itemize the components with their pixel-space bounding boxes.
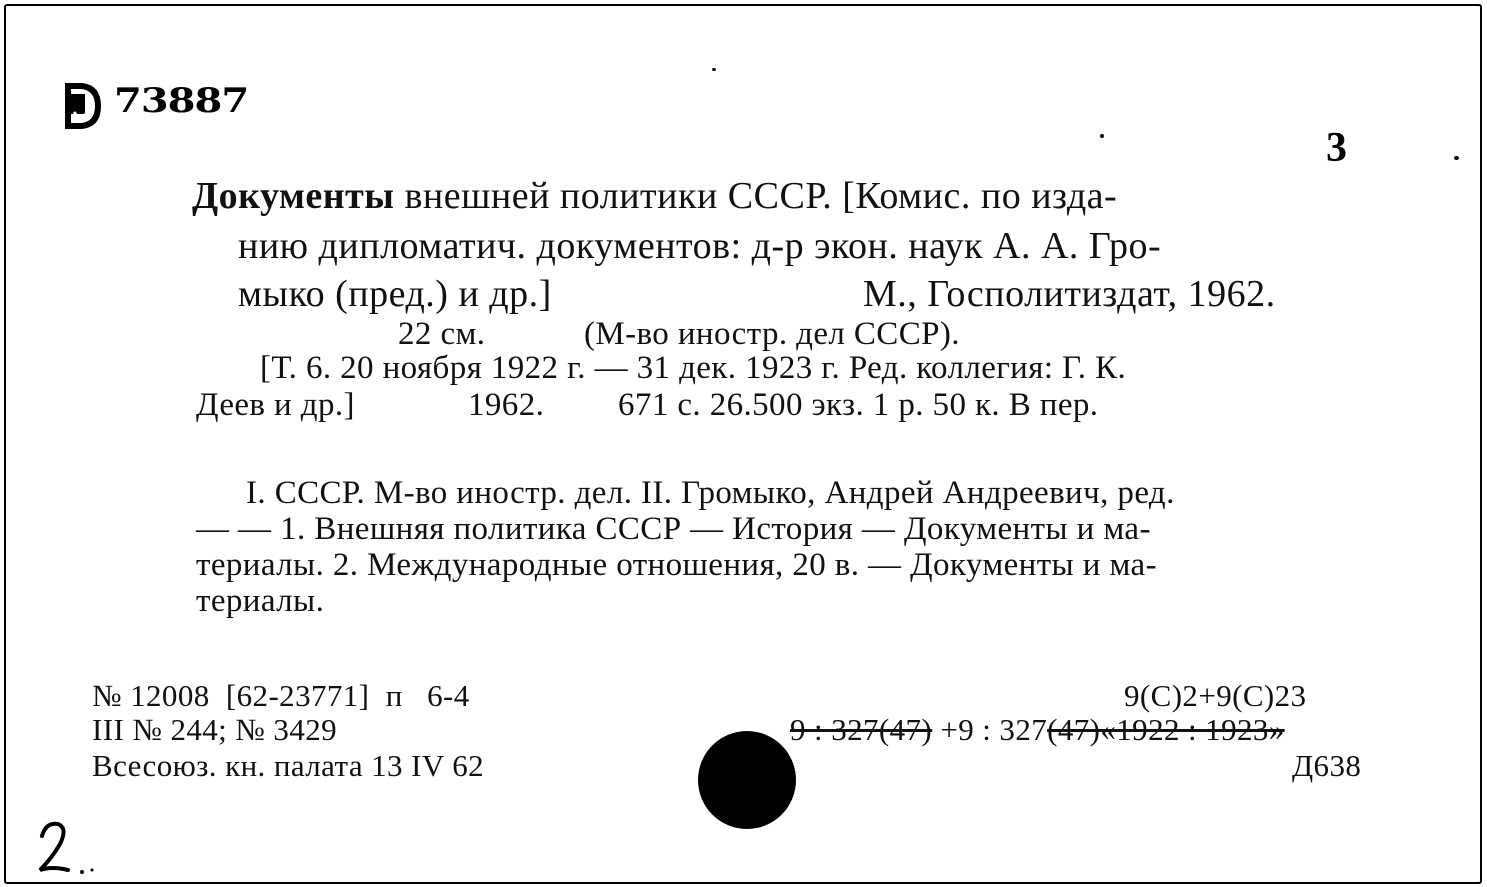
volume-note-editors: Деев и др.]: [196, 387, 355, 423]
speck: [1100, 134, 1104, 138]
speck: [1454, 156, 1459, 160]
volume-note-extent: 671 с. 26.500 экз. 1 р. 50 к. В пер.: [618, 387, 1099, 423]
classification-corrected: [790, 712, 1285, 748]
title-line-3-left: мыко (пред.) и др.]: [238, 273, 552, 315]
footer-series-number: III № 244; № 3429: [92, 712, 338, 747]
library-stamp-icon: [62, 80, 106, 132]
speck: [712, 68, 716, 71]
subject-line-1: I. СССР. М-во иностр. дел. II. Громыко, Андрей Андреевич, ред.: [246, 475, 1175, 511]
struck-code-a: 9 : 327(47): [790, 712, 933, 747]
subject-line-2: — — 1. Внешняя политика СССР — История — Документы и ма-: [196, 511, 1151, 547]
subject-line-4: териалы.: [196, 583, 325, 619]
title-line-1: [192, 174, 1117, 218]
classification-code: 9(С)2+9(С)23: [1124, 678, 1307, 713]
inventory-number: 73887: [114, 80, 249, 120]
volume-note-year: 1962.: [468, 387, 545, 423]
punch-hole: [698, 731, 796, 829]
physical-size: 22 см.: [398, 316, 486, 352]
title-line-1-rest: внешней политики СССР. [Комис. по изда-: [394, 175, 1118, 217]
title-heading: Документы: [192, 175, 395, 217]
corrected-code: +9 : 327: [932, 712, 1048, 747]
author-mark: Д638: [1292, 748, 1362, 783]
footer-record-number: № 12008 [62-23771] п 6-4: [92, 678, 470, 713]
struck-code-b: (47)«1922 : 1923»: [1047, 712, 1285, 747]
card-sequence-number: 3: [1326, 125, 1347, 171]
series-note: (М-во иностр. дел СССР).: [584, 316, 960, 352]
subject-line-3: териалы. 2. Международные отношения, 20 в. — Документы и ма-: [196, 547, 1157, 583]
catalog-card: [4, 4, 1482, 884]
volume-note-line-1: [Т. 6. 20 ноября 1922 г. — 31 дек. 1923 г. Ред. коллегия: Г. К.: [260, 350, 1127, 386]
publication-info: М., Госполитиздат, 1962.: [863, 273, 1276, 315]
footer-chamber: Всесоюз. кн. палата 13 IV 62: [92, 748, 484, 783]
title-line-2: нию дипломатич. документов: д-р экон. наук А. А. Гро-: [238, 225, 1162, 267]
inventory-stamp: [62, 80, 248, 132]
handwritten-number-mark: [32, 814, 104, 884]
